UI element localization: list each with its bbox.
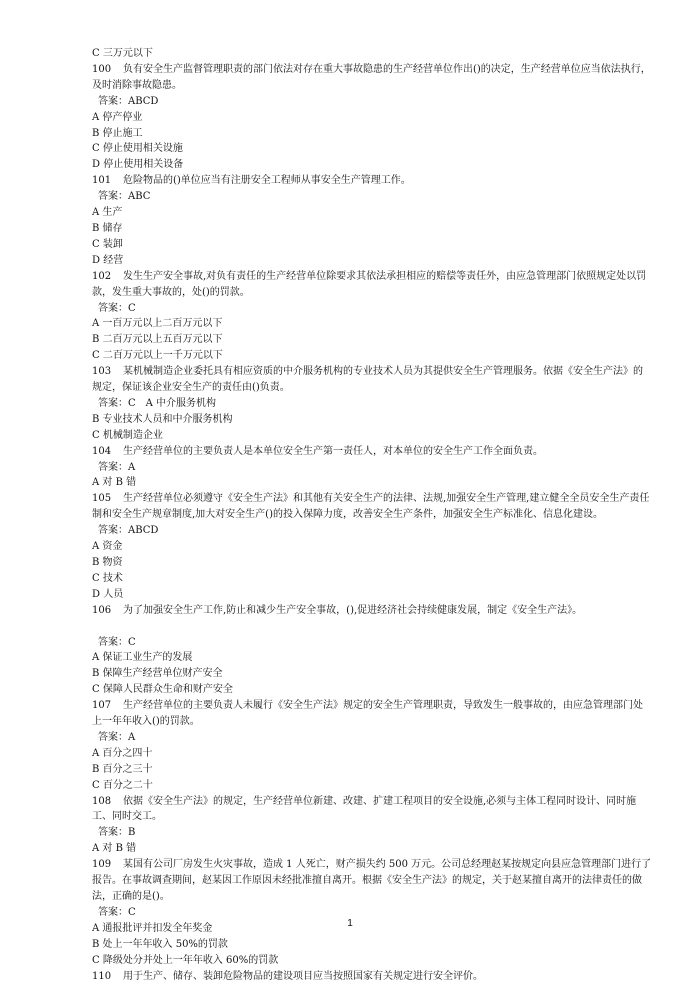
question-number: 110	[92, 970, 112, 982]
question-number: 101	[92, 175, 112, 187]
question-text: 负有安全生产监督管理职责的部门依法对存在重大事故隐患的生产经营单位作出()的决定，生产经营单位应当依法执行，及时消除事故隐患。	[92, 63, 651, 91]
option-line: A 一百万元以上二百万元以下	[92, 318, 223, 330]
option-line: D 停止使用相关设备	[92, 159, 184, 171]
document-body	[92, 46, 652, 984]
question-item	[92, 698, 652, 730]
answer-line: 答案：ABCD	[98, 95, 159, 107]
question-item	[92, 269, 652, 301]
question-item	[92, 969, 652, 985]
answer-line: 答案：ABCD	[98, 525, 159, 537]
option-line: C 二百万元以上一千万元以下	[92, 350, 223, 362]
question-item	[92, 62, 652, 94]
question-text: 危险物品的()单位应当有注册安全工程师从事安全生产管理工作。	[123, 175, 411, 187]
option-line: C 技术	[92, 572, 123, 584]
option-line: A 生产	[92, 207, 123, 219]
option-line: B 专业技术人员和中介服务机构	[92, 413, 233, 425]
question-item	[92, 794, 652, 826]
question-text: 用于生产、储存、装卸危险物品的建设项目应当按照国家有关规定进行安全评价。	[123, 970, 483, 982]
question-item	[92, 444, 652, 460]
answer-line: 答案：C	[98, 636, 136, 648]
question-number: 103	[92, 366, 112, 378]
question-text: 某国有公司厂房发生火灾事故，造成 1 人死亡，财产损失约 500 万元。公司总经理赵某按规定向县应急管理部门进行了报告。在事故调查期间，赵某因工作原因未经批准擅自离开。根据《安全生产法》的规定，关于赵某擅自离开的法律责任的做法，正确的是()。	[92, 859, 652, 903]
option-line: A 百分之四十	[92, 747, 153, 759]
option-line: C 停止使用相关设施	[92, 143, 183, 155]
option-line: B 二百万元以上五百万元以下	[92, 334, 223, 346]
option-line: B 处上一年年收入 50%的罚款	[92, 938, 228, 950]
option-line: C 百分之二十	[92, 779, 153, 791]
option-line: B 储存	[92, 222, 123, 234]
answer-line: 答案：ABC	[98, 191, 151, 203]
question-text: 生产经营单位的主要负责人未履行《安全生产法》规定的安全生产管理职责，导致发生一般事故的，由应急管理部门处上一年年收入()的罚款。	[92, 700, 643, 728]
question-number: 104	[92, 445, 112, 457]
answer-line: 答案：A	[98, 731, 136, 743]
question-number: 106	[92, 604, 112, 616]
question-item	[92, 857, 652, 905]
option-line: A 停产停业	[92, 111, 143, 123]
option-line: A 对 B 错	[92, 477, 137, 489]
question-item	[92, 364, 652, 396]
question-text: 某机械制造企业委托具有相应资质的中介服务机构的专业技术人员为其提供安全生产管理服务。依据《安全生产法》的规定，保证该企业安全生产的责任由()负责。	[92, 366, 643, 394]
page-number: 1	[347, 918, 353, 929]
option-line: B 百分之三十	[92, 763, 153, 775]
option-line: B 保障生产经营单位财产安全	[92, 668, 223, 680]
question-number: 105	[92, 493, 112, 505]
option-line: C 降级处分并处上一年年收入 60%的罚款	[92, 954, 279, 966]
option-line: C 三万元以下	[92, 48, 153, 59]
question-item	[92, 173, 652, 189]
question-number: 108	[92, 795, 112, 807]
question-text: 生产经营单位的主要负责人是本单位安全生产第一责任人，对本单位的安全生产工作全面负责。	[123, 445, 543, 457]
question-text: 为了加强安全生产工作,防止和减少生产安全事故，(),促进经济社会持续健康发展，制定《安全生产法》。	[123, 604, 583, 616]
question-text: 发生生产安全事故,对负有责任的生产经营单位除要求其依法承担相应的赔偿等责任外，由应急管理部门依照规定处以罚款，发生重大事故的，处()的罚款。	[92, 270, 647, 298]
question-number: 102	[92, 270, 112, 282]
option-line: A 资金	[92, 541, 123, 553]
question-text: 依据《安全生产法》的规定，生产经营单位新建、改建、扩建工程项目的安全设施,必须与主体工程同时设计、同时施工、同时交工。	[92, 795, 637, 823]
question-number: 109	[92, 859, 112, 871]
option-line: B 停止施工	[92, 127, 143, 139]
question-item	[92, 603, 652, 619]
option-line: C 保障人民群众生命和财产安全	[92, 684, 233, 696]
answer-line: 答案：C	[98, 302, 136, 314]
question-number: 100	[92, 63, 112, 75]
answer-line: 答案：C A 中介服务机构	[98, 397, 217, 409]
option-line: C 机械制造企业	[92, 429, 163, 441]
question-text: 生产经营单位必须遵守《安全生产法》和其他有关安全生产的法律、法规,加强安全生产管理,建立健全全员安全生产责任制和安全生产规章制度,加大对安全生产()的投入保障力度，改善安全生产条件，加强安全生产标准化、信息化建设。	[92, 493, 650, 521]
blank-line	[92, 619, 652, 635]
answer-line: 答案：C	[98, 906, 136, 918]
question-item	[92, 491, 652, 523]
option-line: A 通报批评并扣发全年奖金	[92, 922, 213, 934]
answer-line: 答案：A	[98, 461, 136, 473]
option-line: B 物资	[92, 557, 123, 568]
option-line: D 经营	[92, 254, 124, 266]
option-line: A 对 B 错	[92, 843, 137, 855]
question-number: 107	[92, 700, 112, 712]
option-line: A 保证工业生产的发展	[92, 652, 193, 664]
option-line: C 装卸	[92, 238, 123, 250]
option-line: D 人员	[92, 588, 124, 600]
answer-line: 答案：B	[98, 827, 136, 839]
